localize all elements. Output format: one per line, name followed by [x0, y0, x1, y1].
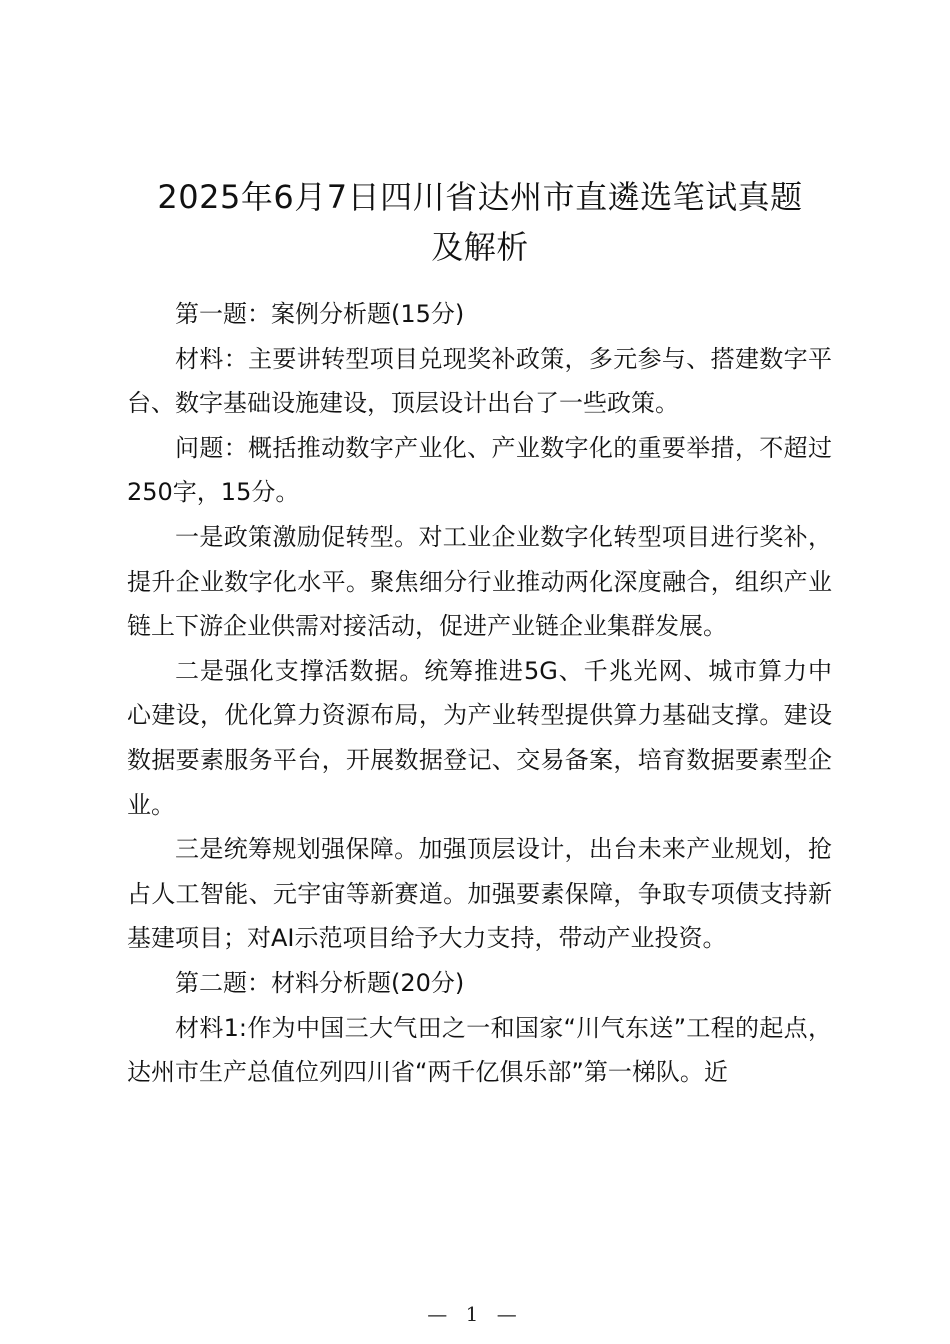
paragraph-material: 材料：主要讲转型项目兑现奖补政策，多元参与、搭建数字平台、数字基础设施建设，顶层设计出台了一些政策。	[127, 344, 832, 418]
title-line-2: 及解析	[431, 228, 529, 266]
paragraph-answer-3: 三是统筹规划强保障。加强顶层设计，出台未来产业规划，抢占人工智能、元宇宙等新赛道。加强要素保障，争取专项债支持新基建项目；对AI示范项目给予大力支持，带动产业投资。	[127, 835, 832, 953]
paragraph-answer-1: 一是政策激励促转型。对工业企业数字化转型项目进行奖补，提升企业数字化水平。聚焦细分行业推动两化深度融合，组织产业链上下游企业供需对接活动，促进产业链企业集群发展。	[127, 522, 832, 641]
section-heading-2: 第二题：材料分析题(20分)	[175, 968, 465, 997]
document-body	[127, 292, 832, 1095]
page-number: — 1 —	[427, 1302, 523, 1326]
document-title	[100, 172, 860, 272]
paragraph-material-1: 材料1:作为中国三大气田之一和国家“川气东送”工程的起点，达州市生产总值位列四川省“两千亿俱乐部”第一梯队。近	[127, 1013, 832, 1087]
section-heading-1: 第一题：案例分析题(15分)	[175, 300, 465, 328]
paragraph-answer-2: 二是强化支撑活数据。统筹推进5G、千兆光网、城市算力中心建设，优化算力资源布局，为产业转型提供算力基础支撑。建设数据要素服务平台，开展数据登记、交易备案，培育数据要素型企业。	[127, 656, 832, 819]
paragraph-question: 问题：概括推动数字产业化、产业数字化的重要举措，不超过250字，15分。	[127, 433, 832, 507]
title-line-1: 2025年6月7日四川省达州市直遴选笔试真题	[157, 178, 803, 216]
